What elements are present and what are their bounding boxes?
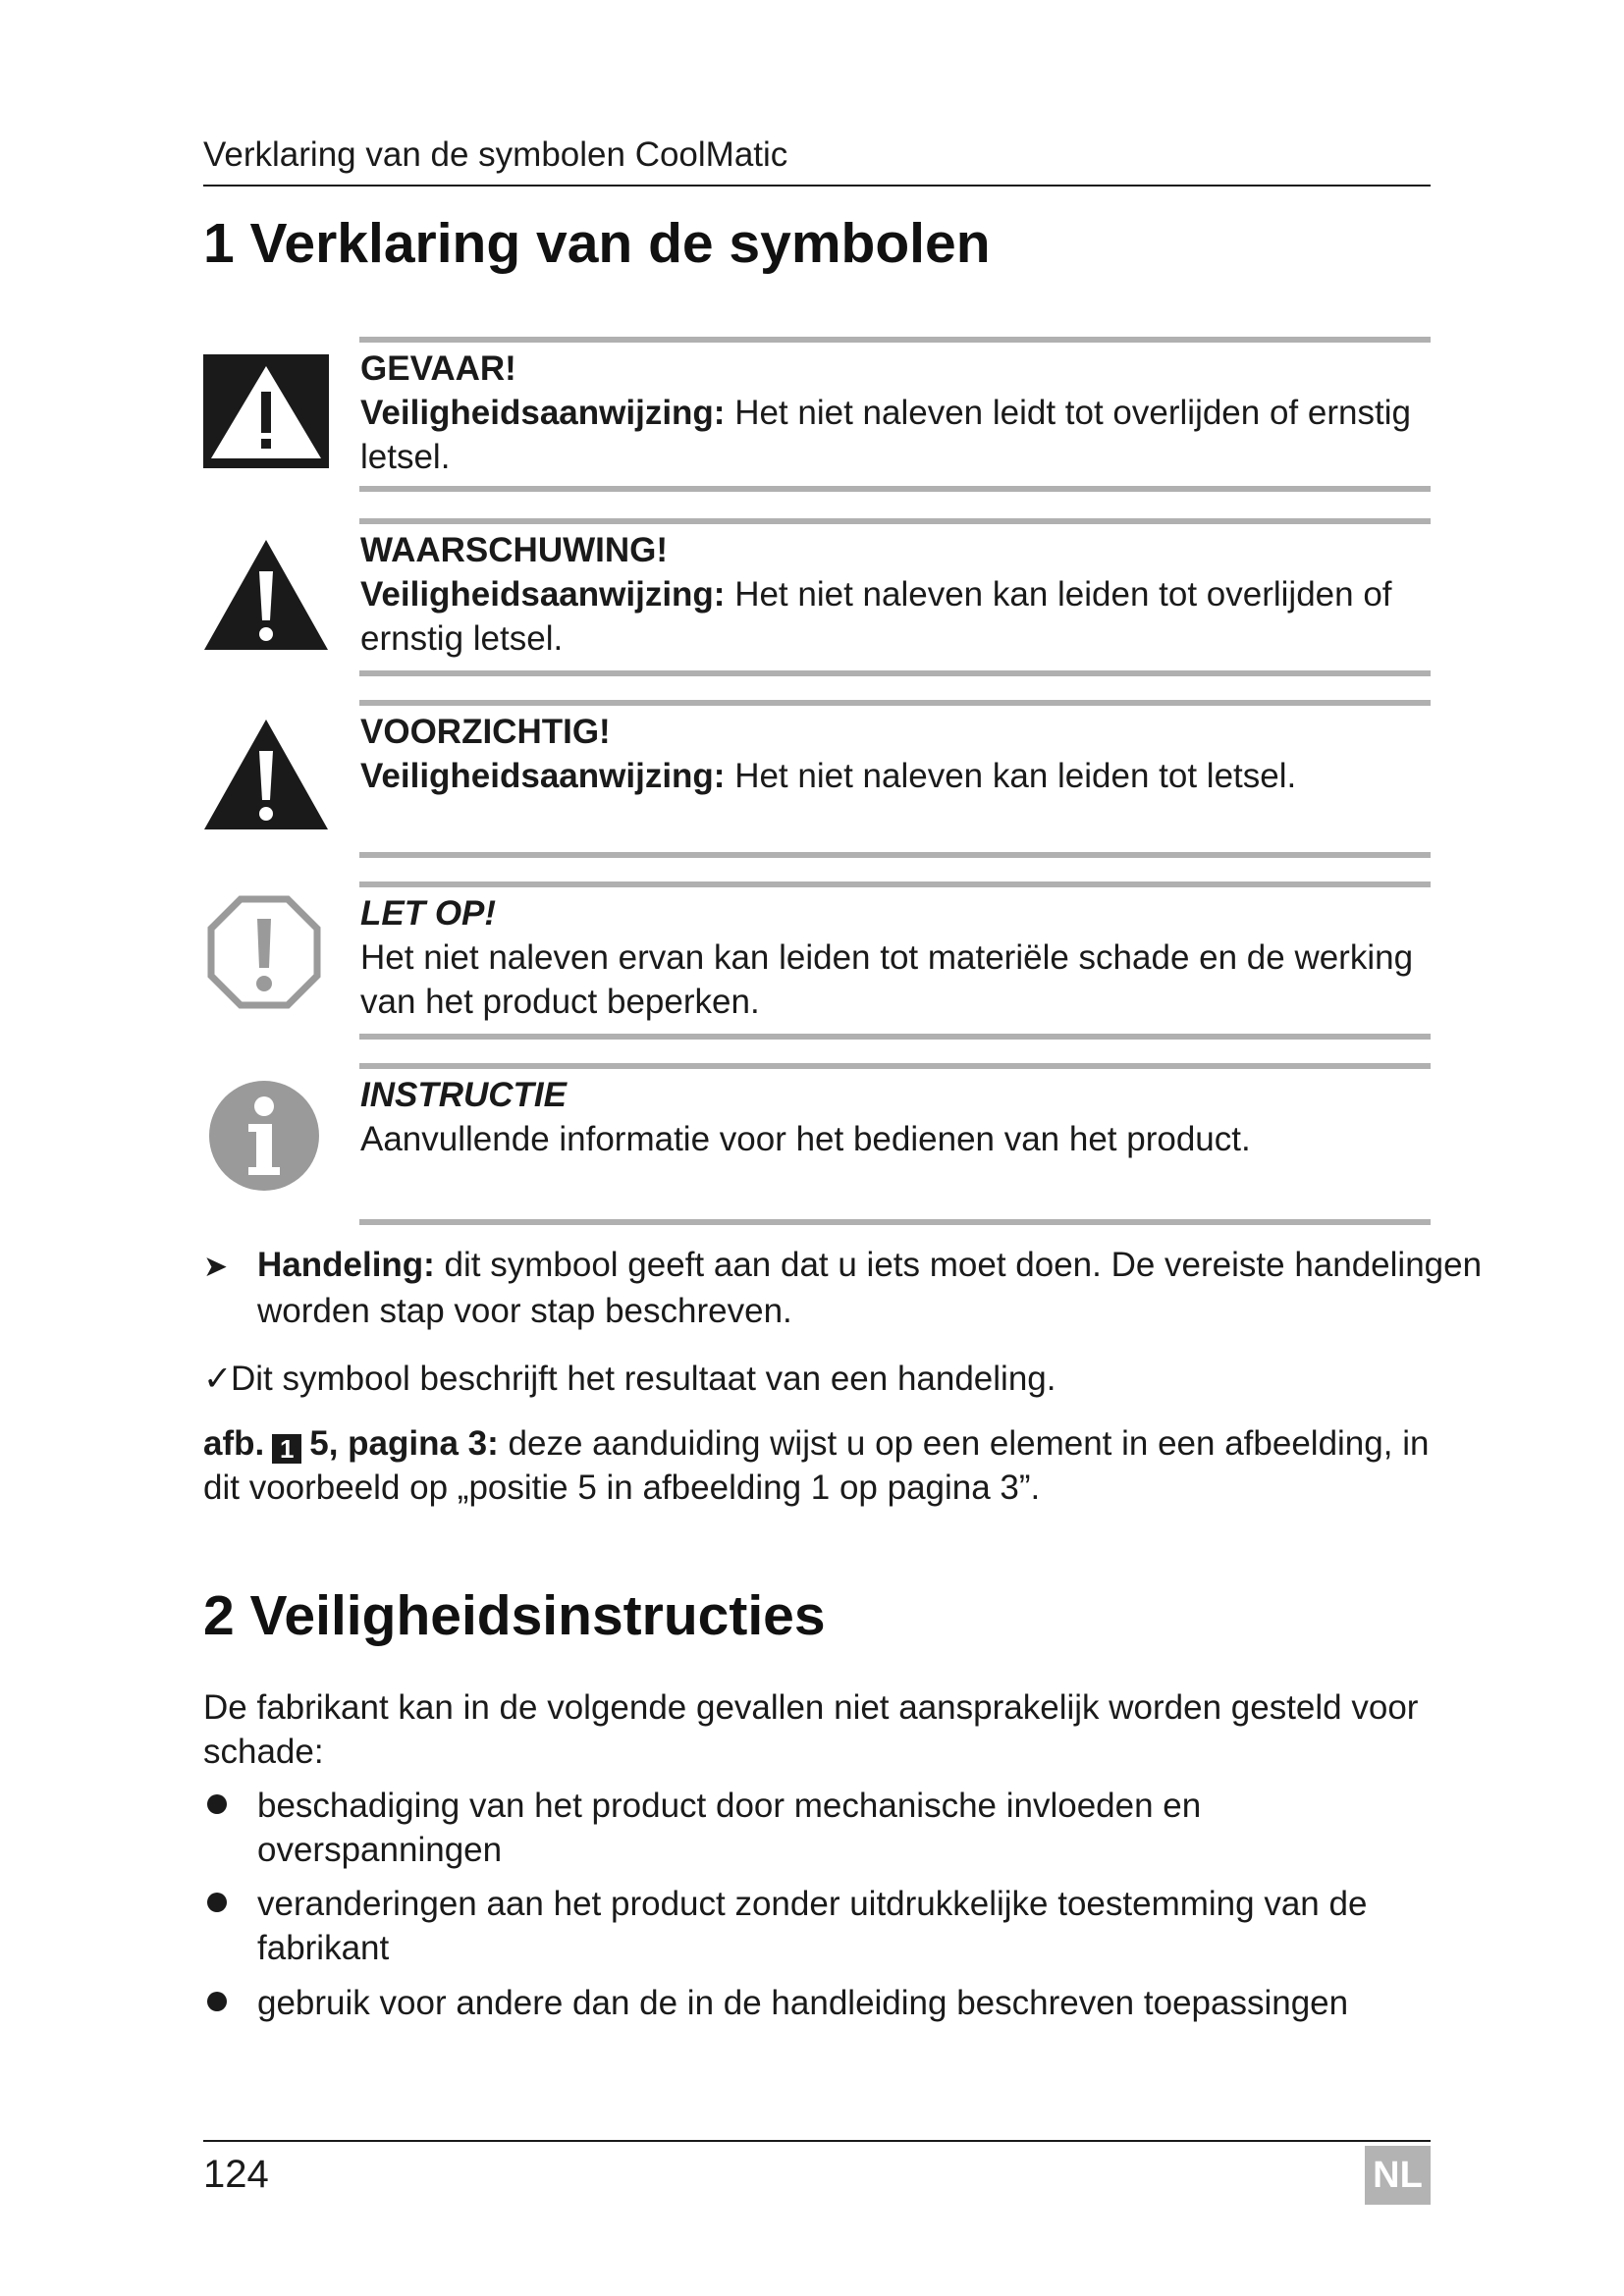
section-1-heading: 1 Verklaring van de symbolen bbox=[203, 212, 991, 275]
notice-body bbox=[360, 710, 1431, 798]
section-2-heading: 2 Veiligheidsinstructies bbox=[203, 1584, 826, 1647]
handling-paragraph bbox=[203, 1243, 1485, 1333]
list-item bbox=[203, 1981, 1431, 2025]
running-header: Verklaring van de symbolen CoolMatic bbox=[203, 135, 788, 174]
notice-body bbox=[360, 528, 1431, 661]
figure-text: deze aanduiding wijst u op een element in een afbeelding, in dit voorbeeld op „positie 5 in afbeelding 1 op pagina 3”. bbox=[203, 1424, 1430, 1507]
bullet-icon bbox=[207, 1992, 227, 2011]
result-paragraph bbox=[203, 1357, 1431, 1401]
notice-top-rule bbox=[359, 700, 1431, 706]
header-divider bbox=[203, 185, 1431, 187]
notice-instruction bbox=[203, 1063, 1431, 1230]
notice-title: GEVAAR! bbox=[360, 349, 516, 388]
notice-title: VOORZICHTIG! bbox=[360, 713, 611, 751]
footer-divider bbox=[203, 2140, 1431, 2142]
checkmark-icon: ✓ bbox=[203, 1360, 233, 1398]
notice-danger bbox=[203, 337, 1431, 494]
notice-bottom-rule bbox=[359, 1219, 1431, 1225]
section-2-intro: De fabrikant kan in de volgende gevallen niet aansprakelijk worden gesteld voor schade: bbox=[203, 1688, 1419, 1771]
page-number: 124 bbox=[203, 2153, 269, 2196]
list-item bbox=[203, 1784, 1431, 1872]
figure-prefix: afb. bbox=[203, 1424, 265, 1463]
notice-bottom-rule bbox=[359, 670, 1431, 676]
danger-warning-icon bbox=[203, 354, 329, 468]
notice-text bbox=[360, 572, 1431, 661]
notice-attention bbox=[203, 881, 1431, 1039]
notice-text bbox=[360, 391, 1431, 479]
notice-text: Aanvullende informatie voor het bedienen van het product. bbox=[360, 1120, 1251, 1158]
notice-text: Het niet naleven ervan kan leiden tot materiële schade en de werking van het product beperken. bbox=[360, 938, 1414, 1021]
handling-label: Handeling: bbox=[257, 1246, 435, 1284]
bullet-icon bbox=[207, 1794, 227, 1814]
info-icon bbox=[209, 1079, 319, 1193]
notice-label: Veiligheidsaanwijzing: bbox=[360, 757, 726, 795]
notice-body bbox=[360, 1073, 1431, 1161]
notice-description: Het niet naleven kan leiden tot overlijden of ernstig letsel. bbox=[360, 575, 1392, 658]
notice-top-rule bbox=[359, 518, 1431, 524]
warning-triangle-icon bbox=[203, 538, 329, 652]
notice-caution bbox=[203, 700, 1431, 857]
notice-body bbox=[360, 347, 1431, 479]
bullet-icon bbox=[207, 1893, 227, 1912]
handling-text: dit symbool geeft aan dat u iets moet doen. De vereiste handelingen worden stap voor stap beschreven. bbox=[257, 1246, 1483, 1330]
figure-label: 5, pagina 3: bbox=[309, 1424, 499, 1463]
notice-label: Veiligheidsaanwijzing: bbox=[360, 394, 726, 432]
notice-warning bbox=[203, 518, 1431, 675]
notice-title: WAARSCHUWING! bbox=[360, 531, 669, 569]
notice-top-rule bbox=[359, 1063, 1431, 1069]
notice-bottom-rule bbox=[359, 852, 1431, 858]
result-text: Dit symbool beschrijft het resultaat van een handeling. bbox=[231, 1360, 1056, 1398]
notice-bottom-rule bbox=[359, 486, 1431, 492]
list-item-text: gebruik voor andere dan de in de handleiding beschreven toepassingen bbox=[257, 1984, 1349, 2022]
list-item-text: veranderingen aan het product zonder uitdrukkelijke toestemming van de fabrikant bbox=[257, 1885, 1368, 1967]
notice-description: Het niet naleven leidt tot overlijden of ernstig letsel. bbox=[360, 394, 1411, 476]
attention-octagon-icon bbox=[207, 895, 321, 1009]
figure-number-box: 1 bbox=[272, 1434, 301, 1464]
notice-top-rule bbox=[359, 337, 1431, 343]
notice-top-rule bbox=[359, 881, 1431, 887]
list-item-text: beschadiging van het product door mechanische invloeden en overspanningen bbox=[257, 1787, 1202, 1869]
caution-triangle-icon bbox=[203, 718, 329, 831]
figure-reference-paragraph bbox=[203, 1421, 1431, 1510]
notice-label: Veiligheidsaanwijzing: bbox=[360, 575, 726, 614]
notice-text bbox=[360, 754, 1431, 798]
notice-body bbox=[360, 891, 1431, 1024]
arrow-right-icon: ➤ bbox=[203, 1251, 229, 1283]
notice-description: Het niet naleven kan leiden tot letsel. bbox=[725, 757, 1297, 795]
notice-bottom-rule bbox=[359, 1034, 1431, 1040]
list-item bbox=[203, 1882, 1431, 1970]
notice-title: LET OP! bbox=[360, 894, 497, 933]
language-badge: NL bbox=[1365, 2146, 1431, 2205]
notice-title: INSTRUCTIE bbox=[360, 1076, 567, 1114]
